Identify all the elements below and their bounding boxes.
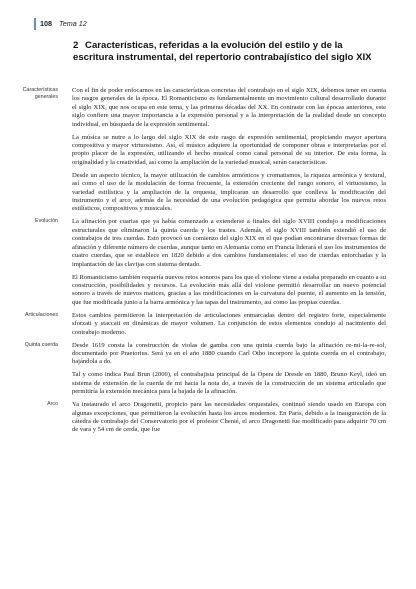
page-number: 108 [40, 19, 52, 28]
body-paragraph [72, 371, 386, 396]
paragraph-text: Con el fin de poder enfocarnos en las características concretas del contrabajo en el siglo XIX, debemos tener en cuenta los rasgos generales de la época. El Romanticismo es fundamentalmente un movimiento cultural desarrollado durante el siglo XIX, que nos ocupa en este tema, y las primeras décadas del XX. En contraste con las épocas anteriores, este siglo confiere una mayor importancia a la expresión personal y a la interpretación de la realidad desde un concepto individual, en búsqueda de la expresión sentimental. [72, 87, 386, 128]
margin-label: Características generales [22, 87, 58, 100]
paragraph-text: Tal y como indica Paul Brun (2000), el contrabajista principal de la Ópera de Dresde en 1880, Bruno Keyl, ideó un sistema de extensión de la cuerda de mi hacia la nota do, a través de la construcción de un sistema articulado que permitiría la extensión mecánica para la bajada de la afinación. [72, 371, 386, 396]
margin-label: Evolución [35, 218, 58, 225]
paragraph-text: La música se nutre a lo largo del siglo XIX de este rasgo de expresión sentimental, propiciando mayor apertura compositiva y mayor virtuosismo. Así, el músico adquiere la oportunidad de componer obras e interpretarlas por el propio placer de la expresión, utilizando el hecho musical como canal personal de su interior. De esta forma, la originalidad y la creatividad, así como la ampliación de la variedad musical, serán características. [72, 133, 386, 166]
chapter-number: 2 [73, 40, 79, 51]
paragraph-text: Ya instaurado el arco Dragonetti, propicio para las necesidades orquestales, continuó siendo usado en Europa con algunas excepciones, que permitieron la evolución hasta los arcos modernos. En París, debido a la inauguración de la cátedra de contrabajo del Conservatorio por el profesor Chenié, el arco Dragonetti fue modificado para adquirir 70 cm de vara y 54 cm de cerda, que fue [72, 401, 386, 434]
margin-label: Articulaciones [25, 311, 58, 318]
paragraph-text: La afinación por cuartas que ya había comenzado a extenderse a finales del siglo XVIII condujo a modificaciones estructurales que eliminaron la quinta cuerda y los trastes. Además, el siglo XVIII también extendió el uso de contrabajos de tres cuerdas. Esto provocó un comienzo del siglo XIX en el que podían encontrarse diversas formas de afinación y diferente número de cuerdas, aunque tanto en Alemania como en Francia liderará el uso los instrumentos de cuatro cuerdas, que se establece en 1820 debido a dos cambios fundamentales: el uso de cuerdas entorchadas y la implantación de las clavijas con sistema dentado. [72, 218, 386, 268]
running-header [40, 17, 130, 31]
body-paragraph [72, 172, 386, 214]
paragraph-text: El Romanticismo también requería nuevos retos sonoros para los que el violone viene a estaba preparado en cuanto a su construcción, posibilidades y recursos. La evolución más allá del violone permitió desarrollar un nuevo potencial sonoro a través de nuevos matices, gracias a las modificaciones en la curvatura del puente, el aumento en la tensión, que fue modificada junto a la barra armónica y las tapas del instrumento, así como las propias cuerdas. [72, 273, 386, 306]
margin-label: Arco [47, 401, 58, 408]
body-paragraph [25, 311, 386, 337]
paragraph-text: Desde 1619 consta la construcción de violas de gamba con una quinta cuerda bajo la afinación re-mi-la-re-sol, documentado por Praetorius. Será ya en el año 1880 cuando Carl Otho incorpore la quinta cuerda en el contrabajo, bajándola a do. [72, 341, 386, 366]
body-paragraph [22, 87, 386, 129]
body-paragraph [35, 218, 386, 268]
paragraph-text: Estos cambios permitieron la interpretación de articulaciones enmarcadas dentro del registro forte, especialmente sforzati y staccati en dinámicas de mayor volumen. La conjunción de estos elementos condujo al nacimiento del contrabajo moderno. [72, 311, 386, 336]
chapter-heading [73, 40, 378, 64]
body-paragraph [72, 274, 386, 308]
body-text [22, 87, 386, 439]
paragraph-text: Desde un aspecto técnico, la mayor utilización de cambios armónicos y cromatismos, la riqueza armónica y textural, así como el uso de la modulación de forma frecuente, la extensión creciente del rango sonoro, el virtuosismo, la variedad estilística y la ampliación de la orquesta, implicaran un desarrollo que conlleva la modificación del instrumento y el arco, además de la necesidad de una evolución pedagógica que permita abordar los nuevos retos estilísticos, compositivos y musicales. [72, 171, 386, 213]
chapter-title-text: Características, referidas a la evolución del estilo y de la escritura instrumental, del repertorio contrabajístico del siglo XIX [73, 40, 372, 63]
running-topic: Tema 12 [59, 19, 87, 28]
body-paragraph [47, 401, 386, 435]
header-accent-rule [34, 18, 36, 30]
margin-label: Quinta cuerda [24, 341, 58, 348]
body-paragraph [72, 134, 386, 168]
body-paragraph [24, 341, 386, 367]
